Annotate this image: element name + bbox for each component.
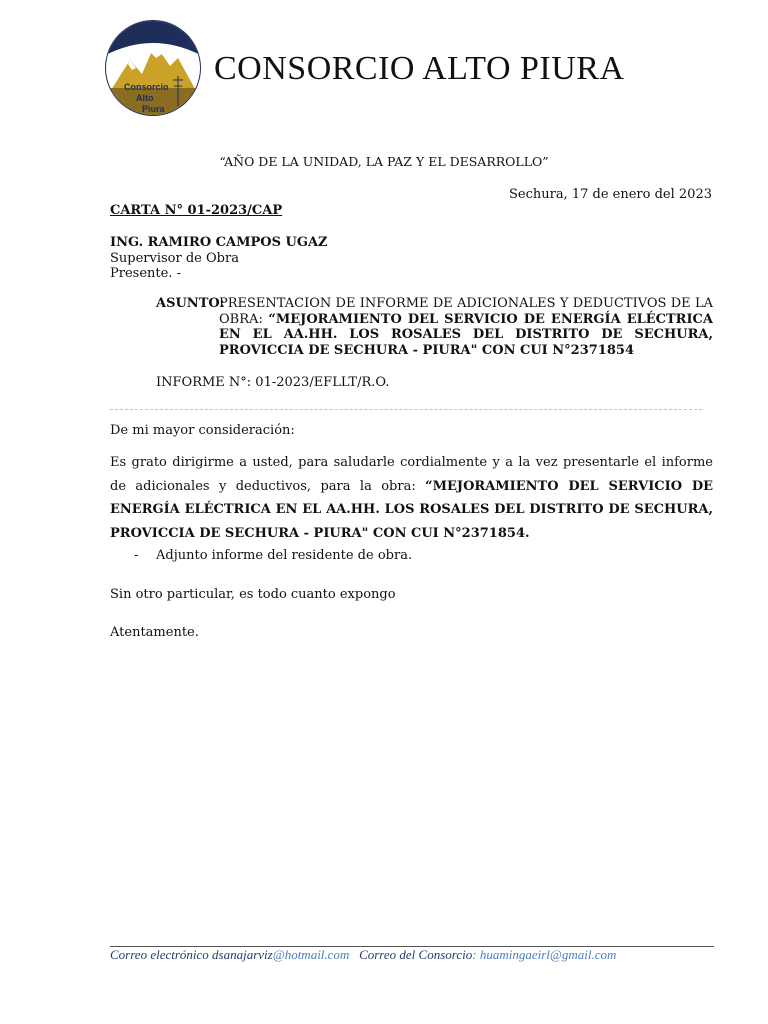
footer-consortium-email[interactable]: huamingaeirl@gmail.com (479, 947, 617, 962)
recipient-name: ING. RAMIRO CAMPOS UGAZ (110, 235, 328, 250)
footer-email-domain[interactable]: @hotmail.com (272, 947, 350, 962)
svg-text:Piura: Piura (142, 104, 165, 114)
recipient-presente: Presente. - (110, 266, 181, 281)
signoff: Atentamente. (110, 625, 199, 640)
footer-contact (110, 947, 616, 963)
year-motto: “AÑO DE LA UNIDAD, LA PAZ Y EL DESARROLLO” (219, 154, 549, 169)
body-paragraph (110, 451, 713, 545)
body-project: “MEJORAMIENTO DEL SERVICIO DE ENERGÍA ELÉCTRICA EN EL AA.HH. LOS ROSALES DEL DISTRITO DE SECHURA, PROVICCIA DE SECHURA - PIURA" CON CUI N°2371854. (110, 478, 714, 541)
dashed-divider (110, 409, 702, 410)
footer-colon: : (472, 947, 480, 962)
footer-label-email: Correo electrónico dsanajarviz (110, 947, 273, 962)
closing-line: Sin otro particular, es todo cuanto expongo (110, 587, 396, 602)
letter-date: Sechura, 17 de enero del 2023 (509, 187, 712, 202)
list-item (134, 548, 412, 563)
report-reference: INFORME N°: 01-2023/EFLLT/R.O. (156, 375, 390, 390)
svg-text:Consorcio: Consorcio (124, 82, 169, 92)
bullet-dash: - (134, 548, 139, 563)
greeting: De mi mayor consideración: (110, 423, 295, 438)
subject-label: ASUNTO: (156, 296, 225, 311)
footer-label-consortium: Correo del Consorcio (359, 947, 473, 962)
mountain-logo-icon (100, 18, 206, 118)
bullet-text: Adjunto informe del residente de obra. (156, 548, 413, 563)
body-intro: Es grato dirigirme a usted, para saludarle cordialmente y a la vez presentarle el informe de adicionales y deductivos, para la obra: (110, 455, 713, 494)
organization-name: CONSORCIO ALTO PIURA (214, 50, 625, 87)
consortium-logo (100, 18, 206, 118)
svg-text:Alto: Alto (136, 93, 154, 103)
letter-number: CARTA N° 01-2023/CAP (110, 203, 283, 218)
recipient-block (110, 235, 328, 282)
subject-text (219, 296, 713, 358)
subject-project: “MEJORAMIENTO DEL SERVICIO DE ENERGÍA ELÉCTRICA EN EL AA.HH. LOS ROSALES DEL DISTRITO DE SECHURA, PROVICCIA DE SECHURA - PIURA" CON CUI N°2371854 (219, 311, 713, 358)
subject-intro: PRESENTACION DE INFORME DE ADICIONALES Y DEDUCTIVOS DE LA OBRA: (219, 296, 713, 327)
recipient-role: Supervisor de Obra (110, 250, 239, 266)
